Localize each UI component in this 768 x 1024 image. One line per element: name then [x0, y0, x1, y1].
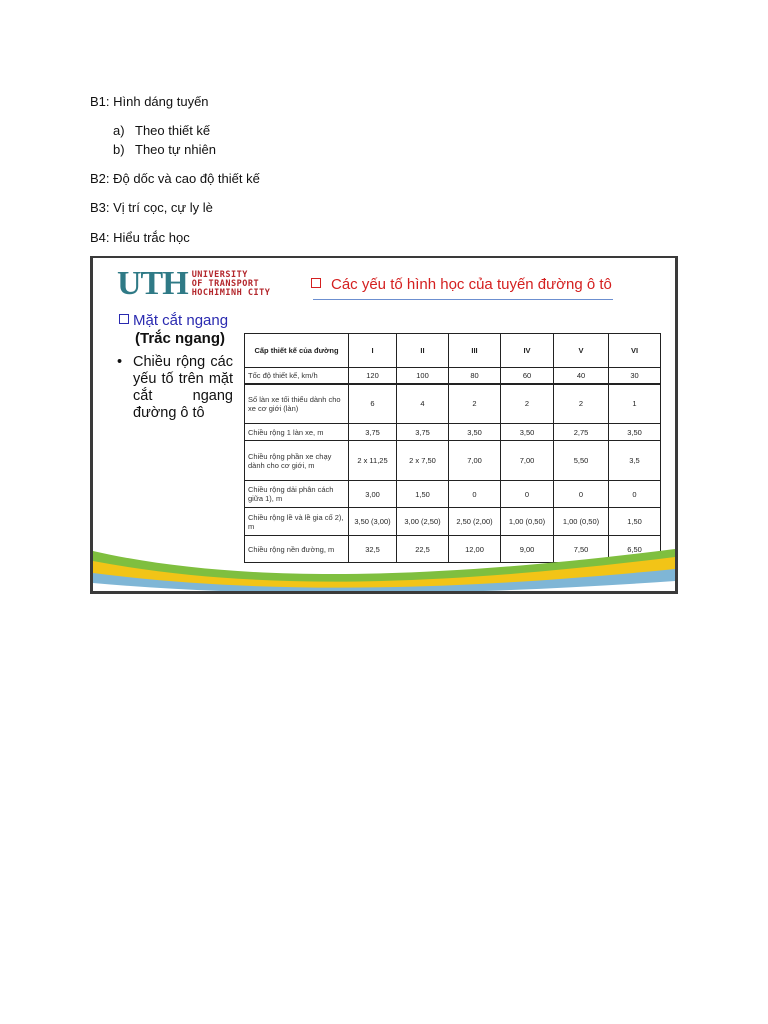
list-item-b	[113, 142, 216, 158]
table-cell: 3,50	[501, 424, 554, 441]
table-header-cell: I	[349, 334, 397, 368]
table-row	[245, 441, 661, 481]
table-cell: 30	[609, 368, 661, 384]
step-b2: B2: Độ dốc và cao độ thiết kế	[90, 171, 260, 186]
table-cell: Tốc độ thiết kế, km/h	[245, 368, 349, 384]
logo-line-1: UNIVERSITY	[191, 269, 248, 280]
table-cell: 0	[449, 481, 501, 508]
table-cell: 3,75	[397, 424, 449, 441]
table-cell: Chiều rộng 1 làn xe, m	[245, 424, 349, 441]
table-cell: 2 x 11,25	[349, 441, 397, 481]
step-b1: B1: Hình dáng tuyến	[90, 94, 209, 109]
table-cell: Chiều rộng lề và lề gia cố 2), m	[245, 508, 349, 536]
table-header-cell: Cấp thiết kế của đường	[245, 334, 349, 368]
table-cell: Số làn xe tối thiểu dành cho xe cơ giới (làn)	[245, 384, 349, 424]
logo-mark: UTH	[117, 265, 188, 302]
title-underline	[313, 299, 613, 300]
table-cell: 3,00 (2,50)	[397, 508, 449, 536]
table-cell: 2	[554, 384, 609, 424]
table-cell: 2,50 (2,00)	[449, 508, 501, 536]
table-cell: 2	[501, 384, 554, 424]
table-row	[245, 384, 661, 424]
checkbox-bullet-icon	[311, 278, 321, 288]
uth-logo	[117, 266, 270, 302]
section-heading	[119, 312, 228, 329]
table-cell: 1,00 (0,50)	[554, 508, 609, 536]
table-cell: 5,50	[554, 441, 609, 481]
table-cell: Chiều rộng phần xe chạy dành cho cơ giới, m	[245, 441, 349, 481]
table-cell: 32,5	[349, 536, 397, 563]
table-cell: 7,00	[449, 441, 501, 481]
table-cell: 0	[609, 481, 661, 508]
table-cell: 2 x 7,50	[397, 441, 449, 481]
logo-line-2: OF TRANSPORT	[191, 278, 260, 289]
step-b3: B3: Vị trí cọc, cự ly lè	[90, 200, 213, 215]
table-cell: 12,00	[449, 536, 501, 563]
section-heading-text: Mặt cắt ngang	[133, 312, 229, 329]
logo-text	[192, 271, 271, 298]
table-cell: 2	[449, 384, 501, 424]
table-cell: 1,50	[609, 508, 661, 536]
checkbox-bullet-icon	[119, 314, 129, 324]
decorative-wave	[93, 521, 675, 591]
table-cell: Chiều rộng nền đường, m	[245, 536, 349, 563]
table-row	[245, 368, 661, 384]
table-cell: 7,50	[554, 536, 609, 563]
table-cell: 3,00	[349, 481, 397, 508]
list-item-a	[113, 123, 210, 139]
table-row	[245, 481, 661, 508]
table-cell: 100	[397, 368, 449, 384]
table-cell: Chiều rộng dải phân cách giữa 1), m	[245, 481, 349, 508]
table-cell: 2,75	[554, 424, 609, 441]
table-cell: 3,50 (3,00)	[349, 508, 397, 536]
table-cell: 0	[501, 481, 554, 508]
table-cell: 3,75	[349, 424, 397, 441]
section-subheading: (Trắc ngang)	[135, 330, 226, 347]
table-header-cell: V	[554, 334, 609, 368]
table-cell: 1	[609, 384, 661, 424]
table-cell: 7,00	[501, 441, 554, 481]
logo-line-3: HOCHIMINH CITY	[191, 287, 271, 298]
table-cell: 6	[349, 384, 397, 424]
table-header-cell: II	[397, 334, 449, 368]
bullet-dot-icon: •	[117, 354, 123, 370]
table-cell: 3,50	[609, 424, 661, 441]
table-cell: 1,00 (0,50)	[501, 508, 554, 536]
list-item-text: Theo thiết kế	[135, 123, 211, 138]
table-cell: 22,5	[397, 536, 449, 563]
table-header-row	[245, 334, 661, 368]
table-cell: 120	[349, 368, 397, 384]
slide-title-text: Các yếu tố hình học của tuyến đường ô tô	[331, 276, 612, 293]
table-cell: 6,50	[609, 536, 661, 563]
list-marker: b)	[113, 142, 125, 157]
list-marker: a)	[113, 123, 125, 138]
table-cell: 9,00	[501, 536, 554, 563]
table-cell: 0	[554, 481, 609, 508]
slide-image	[90, 256, 678, 594]
table-cell: 3,5	[609, 441, 661, 481]
table-header-cell: VI	[609, 334, 661, 368]
table-header-cell: IV	[501, 334, 554, 368]
step-b4: B4: Hiểu trắc học	[90, 230, 190, 245]
table-row	[245, 424, 661, 441]
table-cell: 60	[501, 368, 554, 384]
table-cell: 80	[449, 368, 501, 384]
table-cell: 4	[397, 384, 449, 424]
table-cell: 40	[554, 368, 609, 384]
table-header-cell: III	[449, 334, 501, 368]
slide-title	[311, 276, 612, 293]
bullet-point	[117, 354, 233, 422]
list-item-text: Theo tự nhiên	[135, 142, 216, 157]
bullet-text: Chiều rộng các yếu tố trên mặt cắt ngang đường ô tô	[133, 354, 233, 421]
table-cell: 3,50	[449, 424, 501, 441]
table-cell: 1,50	[397, 481, 449, 508]
